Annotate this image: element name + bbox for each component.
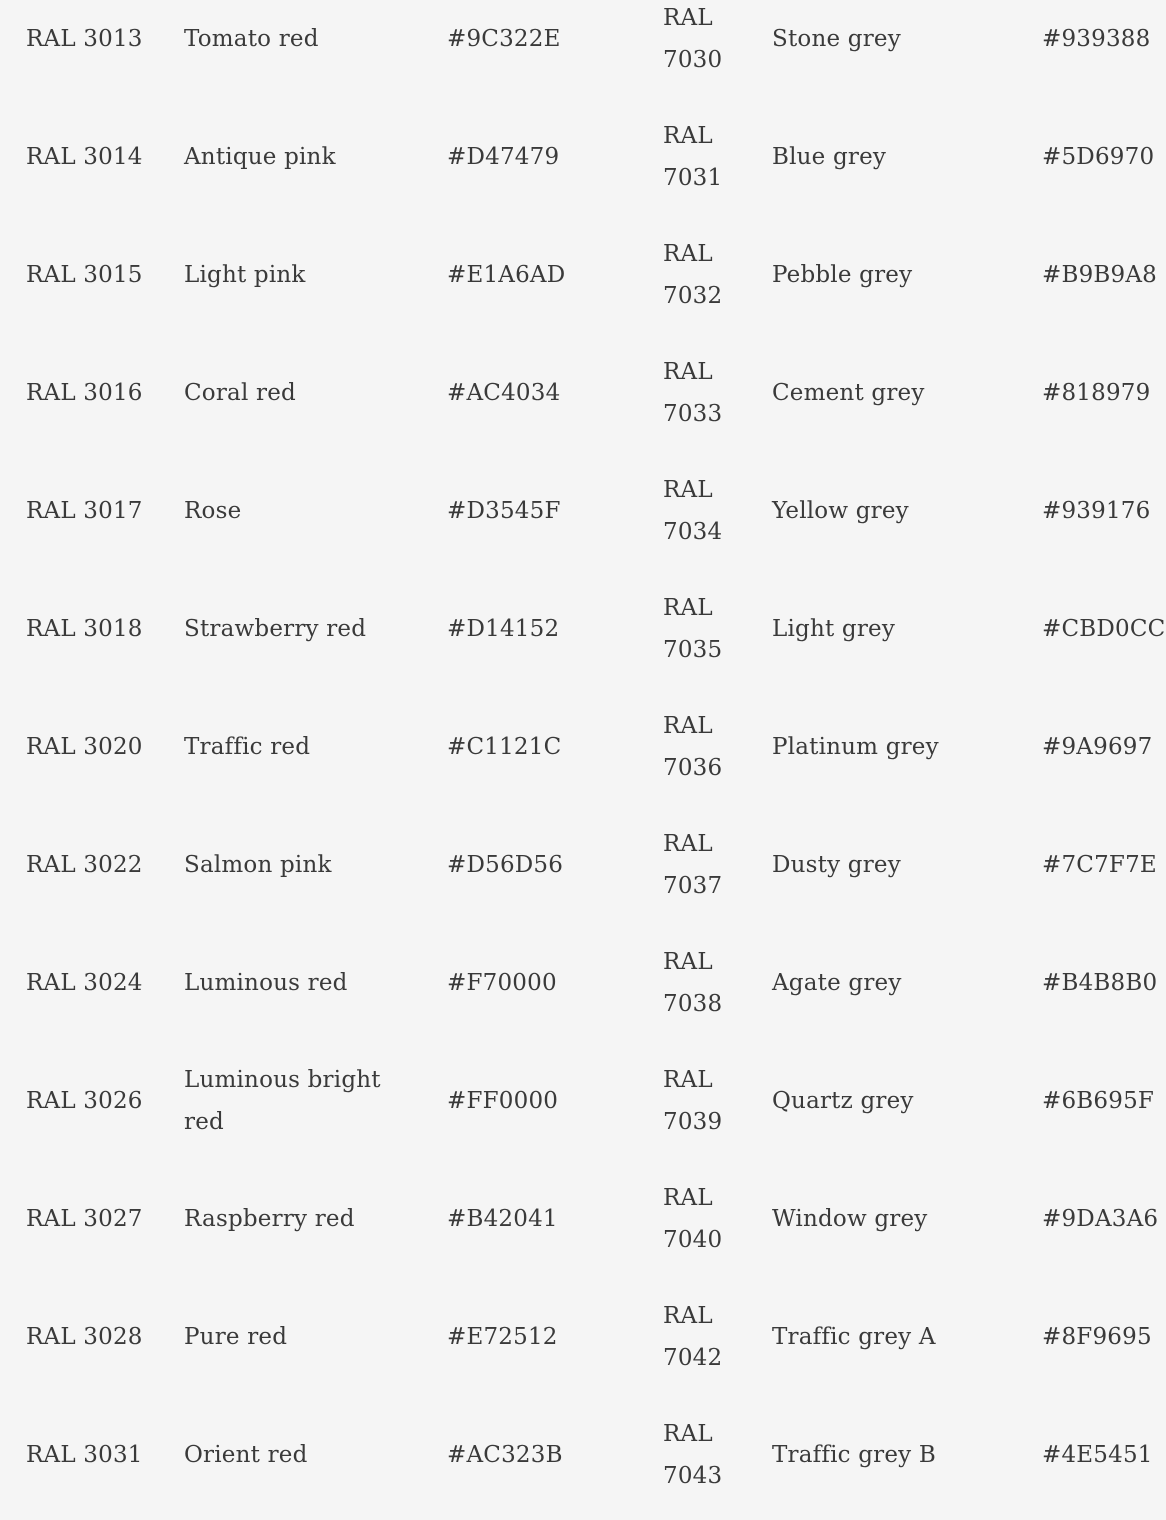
table-row — [0, 98, 1166, 216]
hex-code-cell: #6B695F — [1042, 1088, 1155, 1114]
color-name-cell: Traffic red — [184, 734, 311, 760]
color-name-cell: Quartz grey — [772, 1088, 914, 1114]
color-name-cell: Raspberry red — [184, 1206, 355, 1232]
hex-code-cell: #FF0000 — [447, 1088, 559, 1114]
hex-code-cell: #939176 — [1042, 498, 1151, 524]
hex-code-cell: #C1121C — [447, 734, 562, 760]
hex-code-cell: #B42041 — [447, 1206, 558, 1232]
ral-code-cell: RAL 7034 — [663, 477, 723, 545]
ral-code-cell: RAL 7037 — [663, 831, 723, 899]
ral-code-cell: RAL 3031 — [26, 1442, 143, 1468]
hex-code-cell: #F70000 — [447, 970, 557, 996]
color-name-cell: Antique pink — [184, 144, 336, 170]
hex-code-cell: #7C7F7E — [1042, 852, 1157, 878]
ral-code-cell: RAL 7032 — [663, 241, 723, 309]
hex-code-cell: #939388 — [1042, 26, 1151, 52]
table-row — [0, 452, 1166, 570]
hex-code-cell: #D47479 — [447, 144, 560, 170]
table-row — [0, 1160, 1166, 1278]
ral-code-cell: RAL 7031 — [663, 123, 723, 191]
hex-code-cell: #9C322E — [447, 26, 561, 52]
color-name-cell: Salmon pink — [184, 852, 332, 878]
color-name-cell: Window grey — [772, 1206, 928, 1232]
table-row — [0, 1396, 1166, 1514]
color-name-cell: Cement grey — [772, 380, 925, 406]
ral-code-cell: RAL 7043 — [663, 1421, 723, 1489]
color-name-cell: Light pink — [184, 262, 306, 288]
ral-code-cell: RAL 3026 — [26, 1088, 143, 1114]
table-row — [0, 0, 1166, 98]
color-name-cell: Pebble grey — [772, 262, 913, 288]
hex-code-cell: #818979 — [1042, 380, 1151, 406]
color-name-cell: Orient red — [184, 1442, 308, 1468]
table-row — [0, 216, 1166, 334]
hex-code-cell: #AC323B — [447, 1442, 563, 1468]
table-row — [0, 1278, 1166, 1396]
color-name-cell: Rose — [184, 498, 242, 524]
ral-code-cell: RAL 3013 — [26, 26, 143, 52]
ral-code-cell: RAL 7039 — [663, 1067, 723, 1135]
table-row — [0, 924, 1166, 1042]
hex-code-cell: #5D6970 — [1042, 144, 1155, 170]
hex-code-cell: #D3545F — [447, 498, 561, 524]
ral-code-cell: RAL 3027 — [26, 1206, 143, 1232]
hex-code-cell: #E1A6AD — [447, 262, 566, 288]
ral-code-cell: RAL 7042 — [663, 1303, 723, 1371]
ral-code-cell: RAL 7035 — [663, 595, 723, 663]
color-name-cell: Tomato red — [184, 26, 319, 52]
ral-code-cell: RAL 7038 — [663, 949, 723, 1017]
table-row — [0, 570, 1166, 688]
table-row — [0, 334, 1166, 452]
hex-code-cell: #8F9695 — [1042, 1324, 1152, 1350]
color-name-cell: Pure red — [184, 1324, 288, 1350]
hex-code-cell: #9DA3A6 — [1042, 1206, 1159, 1232]
hex-code-cell: #4E5451 — [1042, 1442, 1153, 1468]
color-name-cell: Dusty grey — [772, 852, 901, 878]
color-name-cell: Agate grey — [772, 970, 902, 996]
hex-code-cell: #B9B9A8 — [1042, 262, 1157, 288]
ral-code-cell: RAL 3015 — [26, 262, 143, 288]
ral-code-cell: RAL 7040 — [663, 1185, 723, 1253]
hex-code-cell: #AC4034 — [447, 380, 561, 406]
ral-code-cell: RAL 3016 — [26, 380, 143, 406]
hex-code-cell: #D14152 — [447, 616, 560, 642]
color-name-cell: Light grey — [772, 616, 896, 642]
ral-code-cell: RAL 7033 — [663, 359, 723, 427]
ral-code-cell: RAL 3024 — [26, 970, 143, 996]
color-name-cell: Strawberry red — [184, 616, 367, 642]
ral-code-cell: RAL 7030 — [663, 5, 723, 73]
color-name-cell: Platinum grey — [772, 734, 939, 760]
color-name-cell: Luminous red — [184, 970, 348, 996]
table-row — [0, 1042, 1166, 1160]
ral-code-cell: RAL 3020 — [26, 734, 143, 760]
table-row — [0, 806, 1166, 924]
ral-code-cell: RAL 3017 — [26, 498, 143, 524]
color-name-cell: Traffic grey B — [772, 1442, 936, 1468]
color-name-cell: Luminous bright red — [184, 1067, 381, 1135]
hex-code-cell: #B4B8B0 — [1042, 970, 1158, 996]
color-name-cell: Yellow grey — [772, 498, 909, 524]
ral-code-cell: RAL 3018 — [26, 616, 143, 642]
ral-code-cell: RAL 7036 — [663, 713, 723, 781]
color-name-cell: Stone grey — [772, 26, 901, 52]
ral-code-cell: RAL 3014 — [26, 144, 143, 170]
hex-code-cell: #CBD0CC — [1042, 616, 1166, 642]
hex-code-cell: #9A9697 — [1042, 734, 1153, 760]
ral-code-cell: RAL 3028 — [26, 1324, 143, 1350]
hex-code-cell: #D56D56 — [447, 852, 564, 878]
ral-code-cell: RAL 3022 — [26, 852, 143, 878]
color-name-cell: Coral red — [184, 380, 296, 406]
hex-code-cell: #E72512 — [447, 1324, 558, 1350]
color-name-cell: Traffic grey A — [772, 1324, 936, 1350]
color-name-cell: Blue grey — [772, 144, 887, 170]
table-row — [0, 688, 1166, 806]
